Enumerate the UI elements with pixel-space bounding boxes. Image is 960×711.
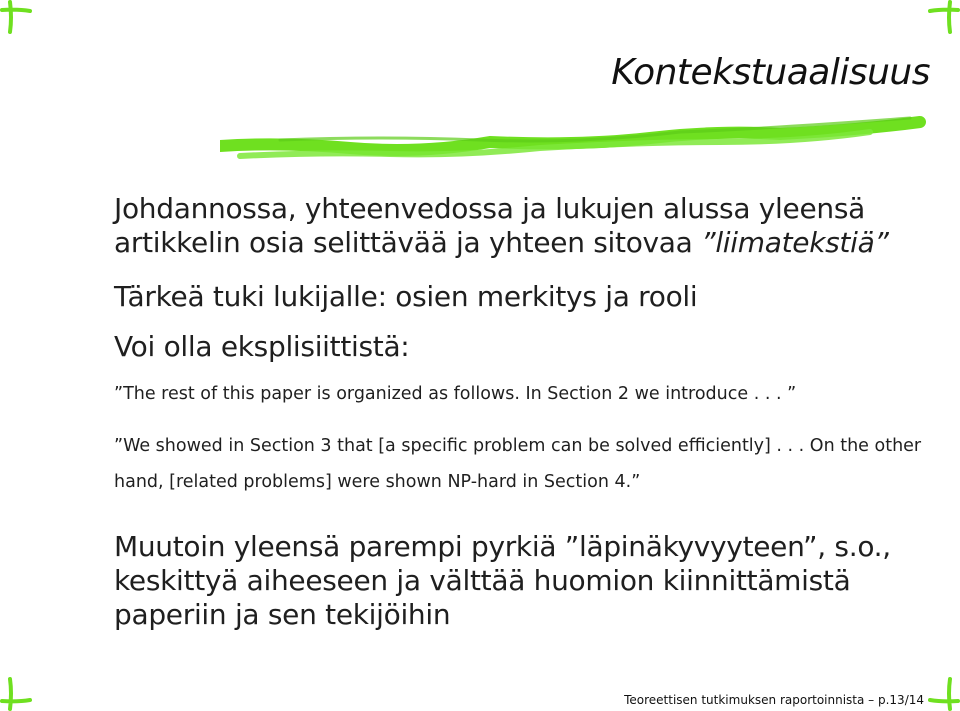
slide-footer: Teoreettisen tutkimuksen raportoinnista – p.13/14 [624, 693, 924, 707]
slide-title: Kontekstuaalisuus [611, 52, 930, 93]
intro-text: Johdannossa, yhteenvedossa ja lukujen alussa yleensä artikkelin osia selittävää ja yhteen sitovaa [114, 192, 865, 259]
corner-mark-bottom-left [0, 667, 44, 711]
quote-results: ”We showed in Section 3 that [a specific problem can be solved efficiently] . . . On the other hand, [related problems] were shown NP-hard in Section 4.” [114, 436, 922, 492]
quote-organization: ”The rest of this paper is organized as follows. In Section 2 we introduce . . . ” [114, 384, 797, 404]
corner-mark-top-right [916, 0, 960, 44]
paragraph-intro [114, 192, 944, 260]
paragraph-transparency: Muutoin yleensä parempi pyrkiä ”läpinäkyvyyteen”, s.o., keskittyä aiheeseen ja välttää huomion kiinnittämistä paperiin ja sen tekijöihin [114, 530, 891, 631]
paragraph-explicit: Voi olla eksplisiittistä: [114, 330, 410, 363]
title-brush-stroke [220, 112, 960, 184]
corner-mark-top-left [0, 0, 44, 44]
slide-content [114, 192, 944, 632]
paragraph-support: Tärkeä tuki lukijalle: osien merkitys ja rooli [114, 280, 698, 313]
intro-emphasis: ”liimatekstiä” [701, 226, 889, 259]
